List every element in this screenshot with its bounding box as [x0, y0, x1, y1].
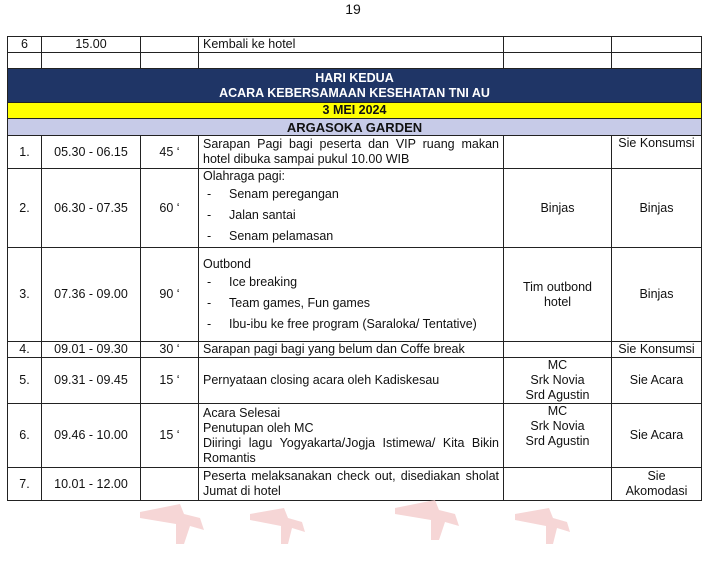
activity-cell: Peserta melaksanakan check out, disediakan sholat Jumat di hotel	[199, 468, 504, 501]
list-item: - Team games, Fun games	[207, 296, 371, 310]
page-number: 19	[345, 1, 361, 17]
activity-cell: Sarapan pagi bagi yang belum dan Coffe break	[199, 342, 504, 358]
event-title: ACARA KEBERSAMAAN KESEHATAN TNI AU	[219, 85, 490, 100]
table-row	[8, 37, 702, 53]
day-banner-cell	[8, 69, 702, 103]
duration-cell: 30 ‘	[141, 342, 199, 358]
activity-cell: Acara Selesai Penutupan oleh MC Diiringi lagu Yogyakarta/Jogja Istimewa/ Kita Bikin Romantis	[199, 404, 504, 468]
time-cell: 09.01 - 09.30	[42, 342, 141, 358]
list-item: - Senam peregangan	[207, 187, 339, 201]
schedule-table	[7, 36, 702, 501]
venue-cell: ARGASOKA GARDEN	[8, 119, 702, 136]
day-banner	[8, 69, 702, 103]
time-cell: 10.01 - 12.00	[42, 468, 141, 501]
table-row	[8, 342, 702, 358]
day-title: HARI KEDUA	[315, 70, 394, 85]
duration-cell	[141, 37, 199, 53]
coordinator-cell: Binjas	[612, 169, 702, 248]
row-number: 6	[8, 37, 42, 53]
activity-cell	[199, 248, 504, 342]
coordinator-cell: Sie Konsumsi	[612, 342, 702, 358]
row-number: 7.	[8, 468, 42, 501]
row-number: 5.	[8, 358, 42, 404]
row-number: 3.	[8, 248, 42, 342]
time-cell: 07.36 - 09.00	[42, 248, 141, 342]
row-number: 4.	[8, 342, 42, 358]
pic-cell	[504, 468, 612, 501]
date-banner	[8, 103, 702, 119]
coordinator-cell: Sie Acara	[612, 404, 702, 468]
coordinator-cell	[612, 37, 702, 53]
activity-heading: Outbond	[203, 257, 251, 271]
coordinator-cell: Sie Konsumsi	[612, 136, 702, 169]
list-item: - Jalan santai	[207, 208, 296, 222]
row-number: 1.	[8, 136, 42, 169]
duration-cell: 15 ‘	[141, 358, 199, 404]
time-cell: 15.00	[42, 37, 141, 53]
duration-cell: 60 ‘	[141, 169, 199, 248]
coordinator-cell: Sie Acara	[612, 358, 702, 404]
table-row	[8, 169, 702, 248]
venue-banner	[8, 119, 702, 136]
pic-cell: Binjas	[504, 169, 612, 248]
time-cell: 09.31 - 09.45	[42, 358, 141, 404]
time-cell: 05.30 - 06.15	[42, 136, 141, 169]
coordinator-cell: Sie Akomodasi	[612, 468, 702, 501]
spacer-row	[8, 53, 702, 69]
activity-cell	[199, 169, 504, 248]
table-row	[8, 358, 702, 404]
pic-cell: MC Srk Novia Srd Agustin	[504, 404, 612, 468]
time-cell: 09.46 - 10.00	[42, 404, 141, 468]
table-row	[8, 248, 702, 342]
activity-cell: Sarapan Pagi bagi peserta dan VIP ruang makan hotel dibuka sampai pukul 10.00 WIB	[199, 136, 504, 169]
row-number: 6.	[8, 404, 42, 468]
table-row	[8, 468, 702, 501]
pic-cell	[504, 136, 612, 169]
activity-cell: Pernyataan closing acara oleh Kadiskesau	[199, 358, 504, 404]
pic-cell: Tim outbond hotel	[504, 248, 612, 342]
duration-cell: 45 ‘	[141, 136, 199, 169]
table-row	[8, 404, 702, 468]
pic-cell	[504, 342, 612, 358]
duration-cell: 90 ‘	[141, 248, 199, 342]
pic-cell: MC Srk Novia Srd Agustin	[504, 358, 612, 404]
table-row	[8, 136, 702, 169]
list-item: - Senam pelamasan	[207, 229, 334, 243]
coordinator-cell: Binjas	[612, 248, 702, 342]
duration-cell: 15 ‘	[141, 404, 199, 468]
time-cell: 06.30 - 07.35	[42, 169, 141, 248]
list-item: - Ibu-ibu ke free program (Saraloka/ Tentative)	[207, 317, 477, 331]
duration-cell	[141, 468, 199, 501]
activity-cell: Kembali ke hotel	[199, 37, 504, 53]
list-item: - Ice breaking	[207, 275, 298, 289]
date-cell: 3 MEI 2024	[8, 103, 702, 119]
pic-cell	[504, 37, 612, 53]
activity-heading: Olahraga pagi:	[203, 169, 286, 183]
row-number: 2.	[8, 169, 42, 248]
